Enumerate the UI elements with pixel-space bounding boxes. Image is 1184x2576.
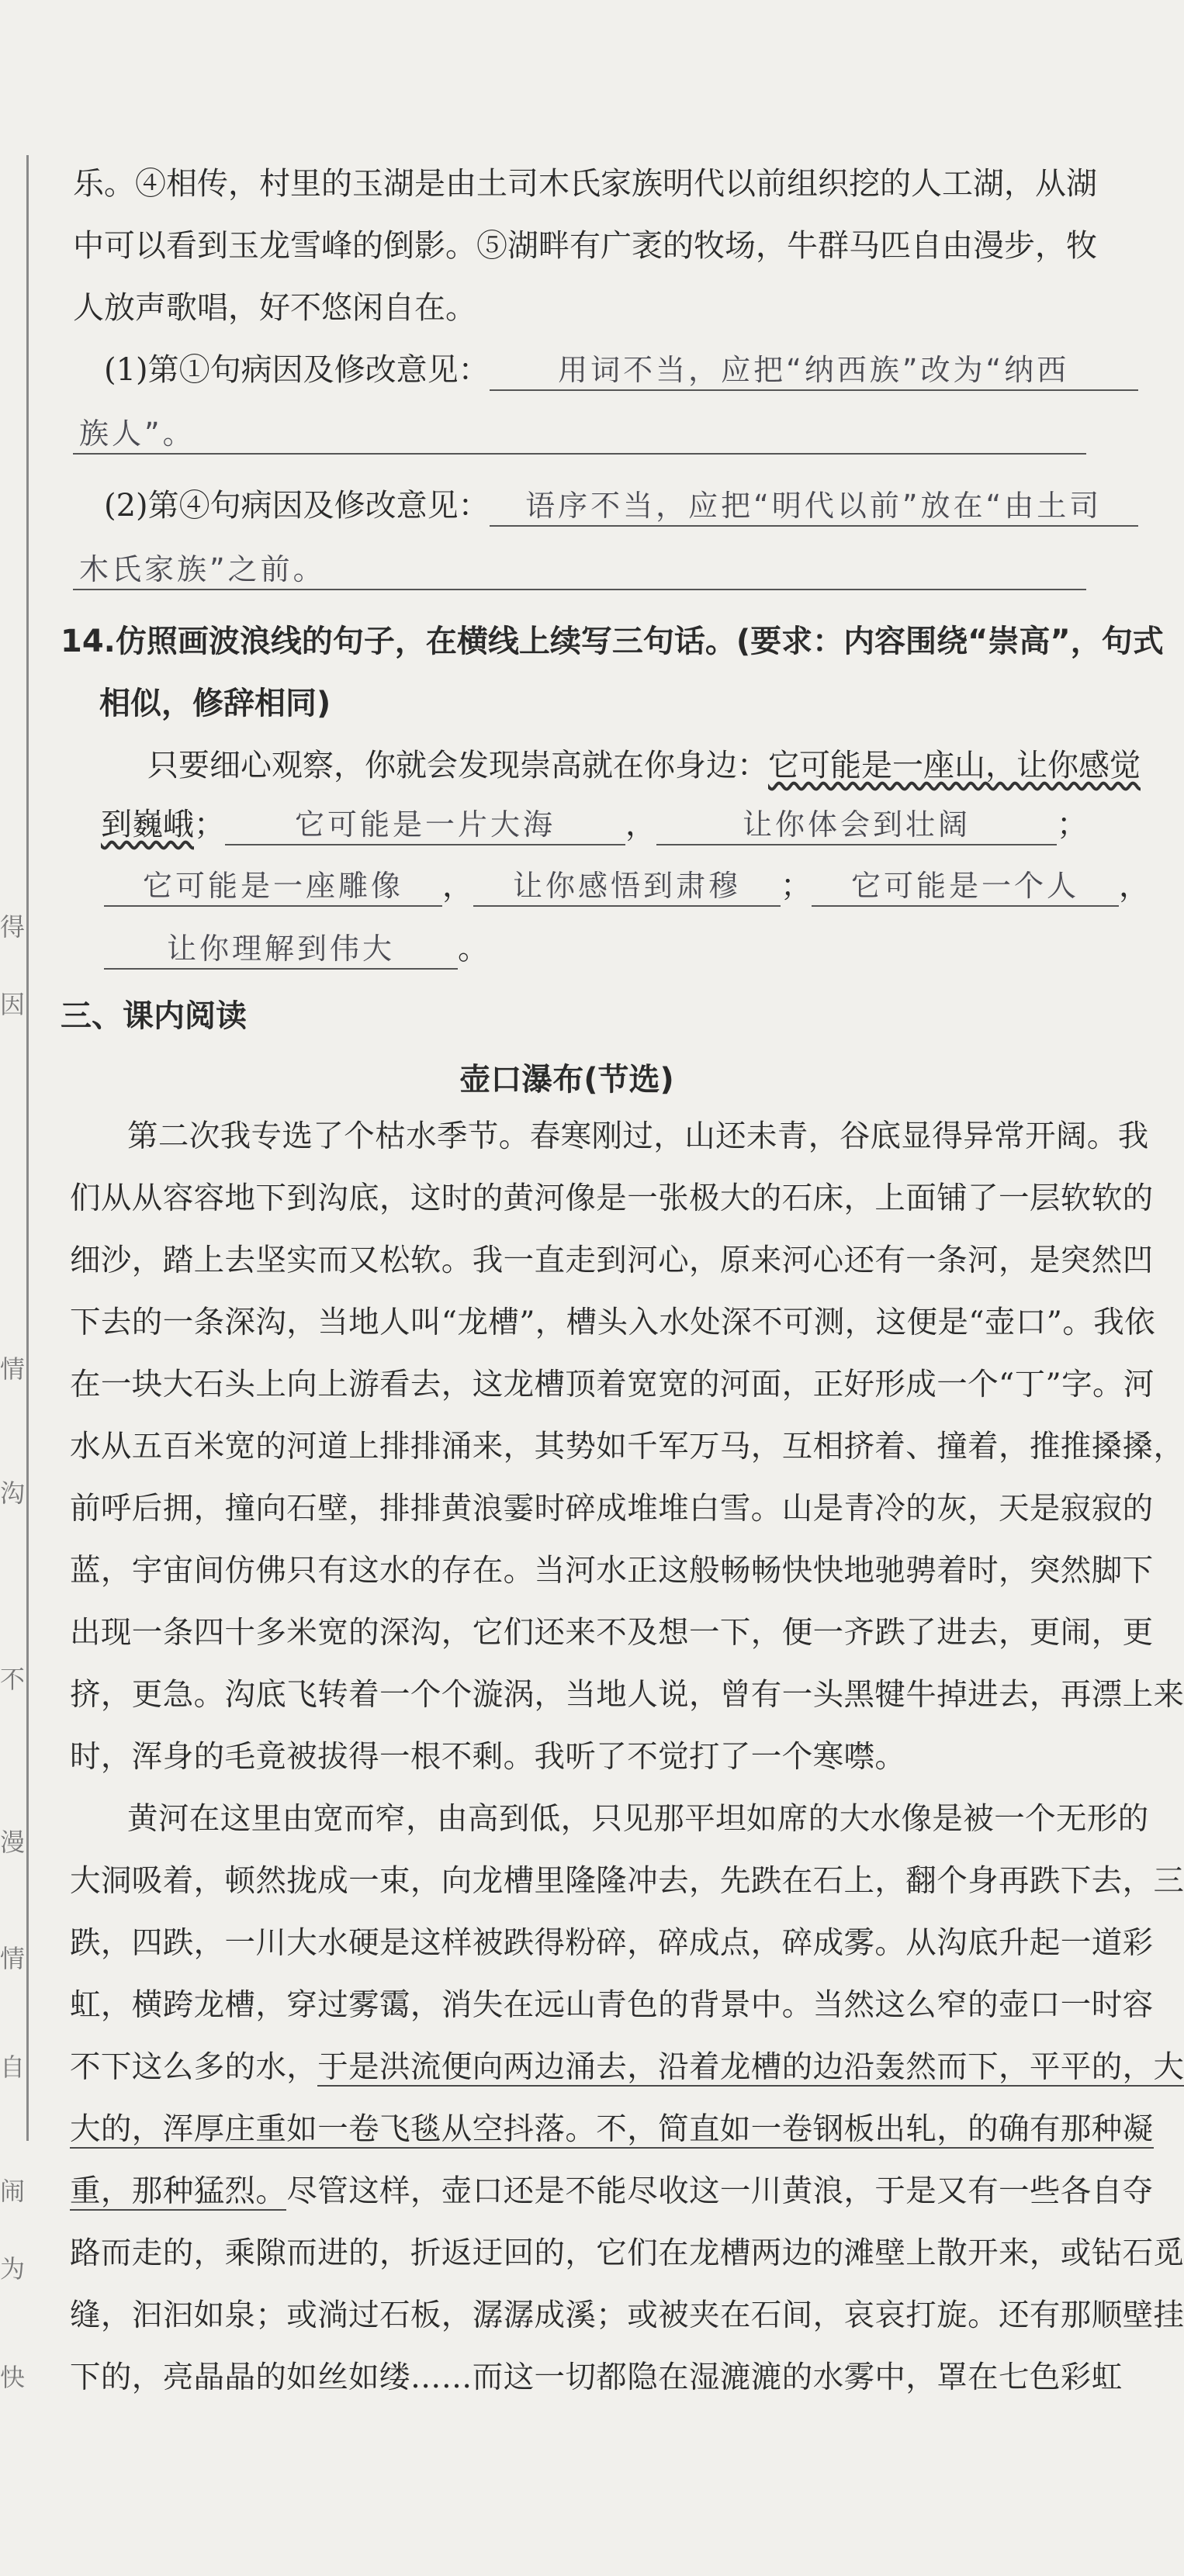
para-line [70, 2170, 1154, 2212]
margin-char: 为 [0, 2254, 26, 2284]
para-line: 虹，横跨龙槽，穿过雾霭，消失在远山青色的背景中。当然这么窄的壶口一时容 [70, 1987, 1154, 2023]
answer-line-2 [104, 865, 1150, 907]
text-line: 人放声歌唱，好不悠闲自在。 [73, 290, 476, 326]
answer-field[interactable]: 它可能是一个人 [812, 866, 1119, 907]
separator: ， [625, 807, 656, 842]
underlined-text: 大的，浑厚庄重如一卷飞毯从空抖落。不，简直如一卷钢板出轧，的确有那种凝 [70, 2111, 1154, 2147]
answer-field[interactable]: 它可能是一座雕像 [104, 866, 442, 907]
answer-field[interactable]: 木氏家族”之前。 [73, 550, 1086, 590]
para-line [70, 2046, 1184, 2088]
question-prompt: 仿照画波浪线的句子，在横线上续写三句话。(要求：内容围绕“崇高”，句式 [115, 624, 1164, 659]
para-line: 在一块大石头上向上游看去，这龙槽顶着宽宽的河面，正好形成一个“丁”字。河 [70, 1367, 1155, 1402]
underlined-text: 重，那种猛烈。 [70, 2173, 287, 2209]
para-line: 们从从容容地下到沟底，这时的黄河像是一张极大的石床，上面铺了一层软软的 [70, 1181, 1154, 1216]
para-line: 路而走的，乘隙而进的，折返迂回的，它们在龙槽两边的滩壁上散开来，或钻石觅 [70, 2235, 1184, 2271]
margin-char: 因 [0, 990, 26, 1019]
para-line: 蓝，宇宙间仿佛只有这水的存在。当河水正这般畅畅快快地驰骋着时，突然脚下 [70, 1553, 1154, 1589]
article-title: 壶口瀑布(节选) [459, 1062, 674, 1098]
separator: ； [194, 807, 225, 842]
para-line: 时，浑身的毛竟被拔得一根不剩。我听了不觉打了一个寒噤。 [70, 1739, 906, 1775]
margin-char: 不 [0, 1665, 26, 1694]
para-text: 不下这么多的水， [70, 2049, 318, 2085]
binding-rule [26, 155, 29, 2141]
separator: 。 [458, 931, 489, 966]
para-line: 跌，四跌，一川大水硬是这样被跌得粉碎，碎成点，碎成雾。从沟底升起一道彩 [70, 1925, 1154, 1961]
para-text: 尽管这样，壶口还是不能尽收这一川黄浪，于是又有一些各自夺 [286, 2173, 1154, 2209]
question-1-cont [73, 413, 1086, 455]
para-line: 缝，汩汩如泉；或淌过石板，潺潺成溪；或被夹在石间，哀哀打旋。还有那顺壁挂 [70, 2298, 1184, 2333]
separator: ， [1119, 868, 1150, 904]
margin-char: 漫 [0, 1827, 26, 1857]
question-14-cont [99, 683, 331, 724]
margin-char: 闹 [0, 2177, 26, 2206]
answer-field[interactable]: 语序不当，应把“明代以前”放在“由土司 [490, 486, 1138, 527]
answer-field[interactable]: 让你体会到壮阔 [656, 805, 1057, 845]
question-prompt: 相似，修辞相同) [99, 686, 331, 721]
margin-char: 快 [0, 2363, 26, 2392]
question-1 [104, 349, 1138, 391]
answer-field[interactable]: 让你感悟到肃穆 [473, 866, 781, 907]
para-line: 下的，亮晶晶的如丝如缕……而这一切都隐在湿漉漉的水雾中，罩在七色彩虹 [70, 2360, 1123, 2395]
para-line: 下去的一条深沟，当地人叫“龙槽”，槽头入水处深不可测，这便是“壶口”。我依 [70, 1305, 1156, 1340]
margin-char: 自 [0, 2052, 26, 2082]
underlined-text: 于是洪流便向两边涌去，沿着龙槽的边沿轰然而下，平平的，大 [317, 2049, 1184, 2085]
question-2-cont [73, 548, 1086, 590]
margin-char: 情 [0, 1944, 26, 1973]
para-line: 大洞吸着，顿然拢成一束，向龙槽里隆隆冲去，先跌在石上，翻个身再跌下去，三 [70, 1863, 1184, 1899]
separator: ； [1057, 807, 1088, 842]
margin-char: 沟 [0, 1478, 26, 1508]
lead-text: 只要细心观察，你就会发现崇高就在你身边： [147, 748, 768, 783]
para-line: 黄河在这里由宽而窄，由高到低，只见那平坦如席的大水像是被一个无形的 [127, 1801, 1149, 1837]
para-line: 出现一条四十多米宽的深沟，它们还来不及想一下，便一齐跌了进去，更闹，更 [70, 1615, 1154, 1651]
para-line: 水从五百米宽的河道上排排涌来，其势如千军万马，互相挤着、撞着，推推搡搡， [70, 1429, 1184, 1464]
answer-line-1 [101, 804, 1088, 845]
answer-field[interactable]: 用词不当，应把“纳西族”改为“纳西 [490, 351, 1138, 391]
para-line: 细沙，踏上去坚实而又松软。我一直走到河心，原来河心还有一条河，是突然凹 [70, 1243, 1154, 1278]
para-line [70, 2108, 1154, 2150]
question-2 [104, 485, 1138, 527]
separator: ， [442, 868, 473, 904]
sample-sentence [147, 745, 1141, 787]
answer-field[interactable]: 它可能是一片大海 [225, 805, 625, 845]
question-label: (1)第①句病因及修改意见： [104, 352, 490, 388]
question-14 [61, 621, 1164, 662]
margin-char: 得 [0, 912, 26, 942]
para-line: 挤，更急。沟底飞转着一个个漩涡，当地人说，曾有一头黑犍牛掉进去，再漂上来 [70, 1677, 1184, 1713]
wavy-sentence: 它可能是一座山，让你感觉 [768, 748, 1141, 783]
margin-char: 情 [0, 1354, 26, 1384]
answer-line-3 [104, 928, 489, 970]
section-title: 三、课内阅读 [61, 998, 247, 1034]
question-number: 14. [61, 624, 116, 659]
answer-field[interactable]: 族人”。 [73, 414, 1086, 455]
para-line: 前呼后拥，撞向石壁，排排黄浪霎时碎成堆堆白雪。山是青冷的灰，天是寂寂的 [70, 1491, 1154, 1527]
wavy-sentence: 到巍峨 [101, 807, 194, 842]
text-line: 乐。④相传，村里的玉湖是由土司木氏家族明代以前组织挖的人工湖，从湖 [73, 166, 1097, 202]
para-line: 第二次我专选了个枯水季节。春寒刚过，山还未青，谷底显得异常开阔。我 [127, 1119, 1149, 1154]
text-line: 中可以看到玉龙雪峰的倒影。⑤湖畔有广袤的牧场，牛群马匹自由漫步，牧 [73, 228, 1097, 264]
answer-field[interactable]: 让你理解到伟大 [104, 929, 458, 970]
question-label: (2)第④句病因及修改意见： [104, 488, 490, 524]
separator: ； [781, 868, 812, 904]
